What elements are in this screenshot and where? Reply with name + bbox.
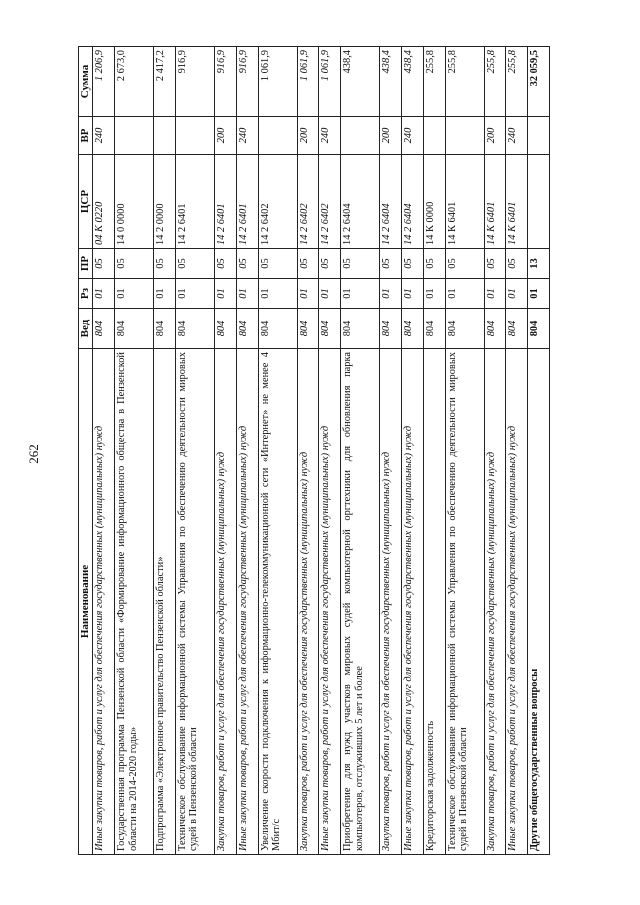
budget-table	[78, 46, 550, 855]
cell-ved: 804	[154, 309, 176, 349]
cell-ved: 804	[380, 309, 402, 349]
cell-rz: 01	[484, 279, 506, 309]
cell-vr: 240	[319, 117, 341, 155]
cell-sum: 255,8	[445, 47, 484, 117]
cell-csr: 14 2 6404	[402, 155, 424, 249]
cell-rz: 01	[297, 279, 319, 309]
cell-rz: 01	[236, 279, 258, 309]
cell-rz: 01	[215, 279, 237, 309]
cell-vr: 200	[215, 117, 237, 155]
cell-vr: 200	[484, 117, 506, 155]
total-cell-rz: 01	[528, 279, 550, 309]
cell-vr	[341, 117, 380, 155]
cell-ved: 804	[506, 309, 528, 349]
rotated-table-container	[78, 47, 550, 855]
cell-name: Техническое обслуживание информационной системы Управления по обеспечению деятельности мировых судей в Пензенской области	[445, 349, 484, 855]
cell-name: Иные закупки товаров, работ и услуг для обеспечения государственных (муниципальных) нужд	[506, 349, 528, 855]
header-csr: ЦСР	[79, 155, 93, 249]
cell-ved: 804	[258, 309, 297, 349]
cell-vr: 240	[236, 117, 258, 155]
cell-pr: 05	[484, 249, 506, 279]
cell-pr: 05	[154, 249, 176, 279]
table-row	[215, 47, 237, 855]
cell-csr: 14 К 6401	[445, 155, 484, 249]
cell-csr: 14 2 6401	[215, 155, 237, 249]
cell-csr: 14 2 6401	[236, 155, 258, 249]
cell-sum: 1 061,9	[319, 47, 341, 117]
cell-vr	[258, 117, 297, 155]
cell-rz: 01	[445, 279, 484, 309]
table-row	[154, 47, 176, 855]
table-row	[115, 47, 154, 855]
header-sum: Сумма	[79, 47, 93, 117]
cell-rz: 01	[402, 279, 424, 309]
cell-sum: 2 673,0	[115, 47, 154, 117]
table-row	[402, 47, 424, 855]
table-row	[445, 47, 484, 855]
cell-ved: 804	[445, 309, 484, 349]
cell-pr: 05	[506, 249, 528, 279]
header-ved: Вед	[79, 309, 93, 349]
cell-ved: 804	[297, 309, 319, 349]
cell-rz: 01	[176, 279, 215, 309]
total-cell-pr: 13	[528, 249, 550, 279]
cell-vr: 200	[297, 117, 319, 155]
table-row	[236, 47, 258, 855]
cell-pr: 05	[445, 249, 484, 279]
cell-ved: 804	[236, 309, 258, 349]
cell-pr: 05	[176, 249, 215, 279]
total-cell-csr	[528, 155, 550, 249]
cell-ved: 804	[423, 309, 445, 349]
cell-csr: 14 2 0000	[154, 155, 176, 249]
cell-sum: 916,9	[176, 47, 215, 117]
cell-name: Увеличение скорости подключения к информационно-телекоммуникационной сети «Интернет» не менее 4 Мбит/с	[258, 349, 297, 855]
cell-rz: 01	[154, 279, 176, 309]
cell-name: Иные закупки товаров, работ и услуг для обеспечения государственных (муниципальных) нужд	[402, 349, 424, 855]
total-cell-ved: 804	[528, 309, 550, 349]
cell-name: Подпрограмма «Электронное правительство Пензенской области»	[154, 349, 176, 855]
table-header-row	[79, 47, 93, 855]
header-vr: ВР	[79, 117, 93, 155]
cell-sum: 438,4	[341, 47, 380, 117]
header-name: Наименование	[79, 349, 93, 855]
table-row	[341, 47, 380, 855]
cell-name: Техническое обслуживание информационной системы Управления по обеспечению деятельности мировых судей в Пензенской области	[176, 349, 215, 855]
table-row	[297, 47, 319, 855]
cell-vr: 240	[506, 117, 528, 155]
cell-csr: 14 К 0000	[423, 155, 445, 249]
cell-sum: 438,4	[380, 47, 402, 117]
cell-rz: 01	[258, 279, 297, 309]
cell-csr: 14 2 6401	[176, 155, 215, 249]
table-body	[93, 47, 550, 855]
cell-pr: 05	[297, 249, 319, 279]
total-cell-sum: 32 059,5	[528, 47, 550, 117]
table-row	[506, 47, 528, 855]
cell-ved: 804	[115, 309, 154, 349]
cell-ved: 804	[319, 309, 341, 349]
table-row	[258, 47, 297, 855]
cell-vr	[115, 117, 154, 155]
cell-ved: 804	[176, 309, 215, 349]
cell-vr	[176, 117, 215, 155]
cell-rz: 01	[423, 279, 445, 309]
cell-vr: 240	[402, 117, 424, 155]
cell-pr: 05	[341, 249, 380, 279]
cell-sum: 1 206,9	[93, 47, 115, 117]
cell-rz: 01	[506, 279, 528, 309]
cell-vr: 240	[93, 117, 115, 155]
cell-csr: 14 2 6404	[380, 155, 402, 249]
cell-vr	[423, 117, 445, 155]
cell-csr: 14 2 6402	[319, 155, 341, 249]
cell-csr: 14 К 6401	[506, 155, 528, 249]
cell-sum: 438,4	[402, 47, 424, 117]
cell-pr: 05	[215, 249, 237, 279]
cell-sum: 1 061,9	[258, 47, 297, 117]
cell-name: Иные закупки товаров, работ и услуг для обеспечения государственных (муниципальных) нужд	[93, 349, 115, 855]
cell-sum: 916,9	[215, 47, 237, 117]
header-rz: Рз	[79, 279, 93, 309]
header-pr: ПР	[79, 249, 93, 279]
cell-pr: 05	[93, 249, 115, 279]
cell-name: Иные закупки товаров, работ и услуг для обеспечения государственных (муниципальных) нужд	[319, 349, 341, 855]
cell-ved: 804	[215, 309, 237, 349]
cell-csr: 14 2 6402	[258, 155, 297, 249]
cell-sum: 255,8	[423, 47, 445, 117]
cell-pr: 05	[423, 249, 445, 279]
cell-csr: 14 2 6404	[341, 155, 380, 249]
cell-pr: 05	[380, 249, 402, 279]
cell-vr	[154, 117, 176, 155]
cell-vr	[445, 117, 484, 155]
cell-pr: 05	[236, 249, 258, 279]
cell-rz: 01	[341, 279, 380, 309]
table-row	[380, 47, 402, 855]
page-number: 262	[26, 444, 41, 464]
table-row	[423, 47, 445, 855]
cell-rz: 01	[380, 279, 402, 309]
table-row	[93, 47, 115, 855]
cell-csr: 14 0 0000	[115, 155, 154, 249]
cell-vr: 200	[380, 117, 402, 155]
table-row	[176, 47, 215, 855]
total-cell-name: Другие общегосударственные вопросы	[528, 349, 550, 855]
cell-sum: 1 061,9	[297, 47, 319, 117]
cell-rz: 01	[319, 279, 341, 309]
cell-name: Кредиторская задолженность	[423, 349, 445, 855]
cell-rz: 01	[115, 279, 154, 309]
cell-name: Иные закупки товаров, работ и услуг для обеспечения государственных (муниципальных) нужд	[236, 349, 258, 855]
table-row	[484, 47, 506, 855]
cell-rz: 01	[93, 279, 115, 309]
cell-ved: 804	[341, 309, 380, 349]
cell-sum: 916,9	[236, 47, 258, 117]
cell-sum: 255,8	[484, 47, 506, 117]
cell-pr: 05	[258, 249, 297, 279]
cell-name: Государственная программа Пензенской области «Формирование информационного общества в Пензенской области на 2014-2020 годы»	[115, 349, 154, 855]
cell-name: Закупка товаров, работ и услуг для обеспечения государственных (муниципальных) нужд	[215, 349, 237, 855]
cell-name: Закупка товаров, работ и услуг для обеспечения государственных (муниципальных) нужд	[484, 349, 506, 855]
total-cell-vr	[528, 117, 550, 155]
cell-csr: 14 2 6402	[297, 155, 319, 249]
cell-pr: 05	[319, 249, 341, 279]
cell-sum: 255,8	[506, 47, 528, 117]
table-total-row	[528, 47, 550, 855]
cell-sum: 2 417,2	[154, 47, 176, 117]
cell-name: Закупка товаров, работ и услуг для обеспечения государственных (муниципальных) нужд	[380, 349, 402, 855]
cell-name: Закупка товаров, работ и услуг для обеспечения государственных (муниципальных) нужд	[297, 349, 319, 855]
cell-pr: 05	[115, 249, 154, 279]
cell-csr: 04 К 0220	[93, 155, 115, 249]
cell-csr: 14 К 6401	[484, 155, 506, 249]
cell-ved: 804	[93, 309, 115, 349]
cell-name: Приобретение для нужд участков мировых судей компьютерной оргтехники для обновления парка компьютеров, отслуживших 5 лет и более	[341, 349, 380, 855]
cell-pr: 05	[402, 249, 424, 279]
cell-ved: 804	[402, 309, 424, 349]
table-row	[319, 47, 341, 855]
cell-ved: 804	[484, 309, 506, 349]
